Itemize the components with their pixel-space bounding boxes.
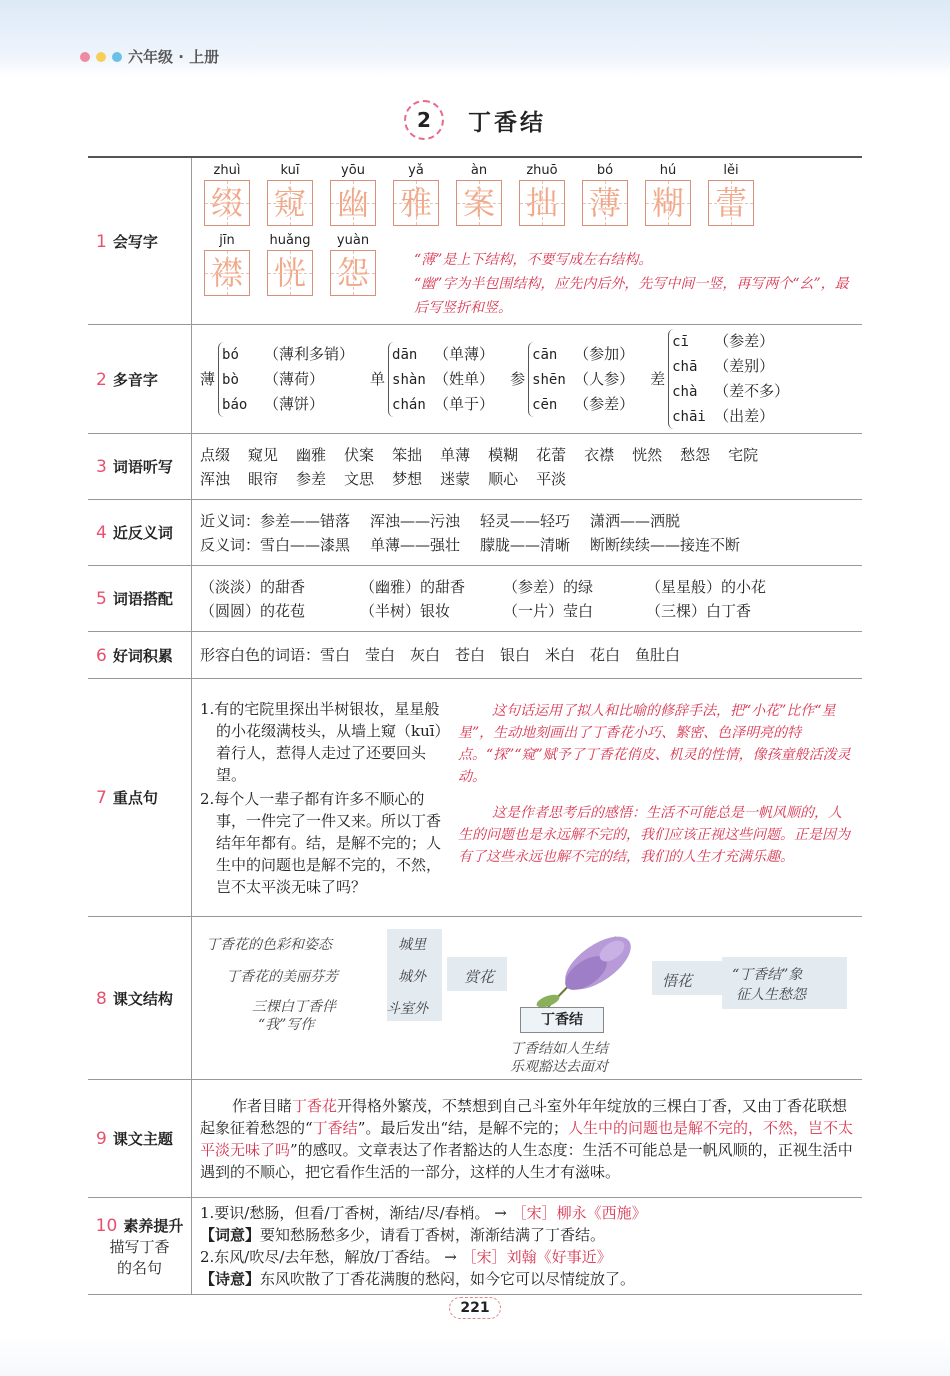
reading: chāi <box>672 409 706 425</box>
char-box: 怨 <box>330 250 376 296</box>
char-cell <box>202 232 252 320</box>
dictation-word: 恍然 <box>632 445 663 464</box>
section-7 <box>88 679 862 917</box>
reading: cān <box>532 346 558 363</box>
char-box: 蕾 <box>708 180 754 226</box>
bottom-band <box>0 1336 950 1376</box>
pinyin: yōu <box>341 163 365 178</box>
example-word: （薄饼） <box>264 394 325 413</box>
example-word: （姓单） <box>434 369 495 388</box>
example-word: （差别） <box>714 357 775 375</box>
polyphone-group <box>370 342 494 417</box>
example-word: （参加） <box>574 344 635 363</box>
collocation: （淡淡）的甜香 <box>200 577 306 596</box>
writing-notes <box>414 248 854 320</box>
pinyin: zhuì <box>213 163 241 178</box>
left-item-2: 丁香花的美丽芬芳 <box>226 969 338 985</box>
left-item-3b: “我”写作 <box>258 1017 315 1033</box>
word-pair: 浑浊——污浊 <box>370 511 461 530</box>
section-content <box>192 1198 863 1295</box>
key-sentence-2 <box>200 788 854 898</box>
reading-line <box>222 392 354 417</box>
char-cell <box>202 162 252 226</box>
section-label: 1 会写字 <box>88 157 192 325</box>
lesson-title: 丁香结 <box>468 109 546 136</box>
reading-line <box>222 367 354 392</box>
char-row-2 <box>200 232 410 320</box>
note-bo: “薄”是上下结构，不要写成左右结构。 <box>414 252 653 268</box>
char-cell <box>580 162 630 226</box>
char-cell <box>328 232 378 320</box>
section-6 <box>88 632 862 679</box>
dictation-word: 花蕾 <box>536 445 567 464</box>
char-box: 幽 <box>330 180 376 226</box>
dictation-word: 单薄 <box>440 445 471 464</box>
reading-line <box>392 367 494 392</box>
reading: chā <box>672 359 698 375</box>
pinyin: huǎng <box>269 233 311 248</box>
char-box: 缀 <box>204 180 250 226</box>
good-words: 形容白色的词语：雪白 莹白 灰白 苍白 银白 米白 花白 鱼肚白 <box>200 646 681 664</box>
pinyin: yǎ <box>408 163 424 178</box>
reading: bò <box>222 371 239 388</box>
char-cell <box>391 162 441 226</box>
mid-item-3: 斗室外 <box>386 1001 428 1017</box>
study-table <box>88 156 862 1295</box>
section-label: 4 近反义词 <box>88 500 192 566</box>
polyphone-group <box>650 329 789 429</box>
synonyms-line <box>200 509 854 533</box>
pinyin: lěi <box>723 163 739 178</box>
collocation: （星星般）的小花 <box>646 577 767 596</box>
pinyin: kuī <box>280 163 300 178</box>
dot-icon <box>96 52 106 62</box>
page-number: 221 <box>0 1297 950 1319</box>
pinyin: yuàn <box>336 233 370 248</box>
reading: dān <box>392 346 418 363</box>
reading-line <box>392 392 494 417</box>
char-box: 窥 <box>267 180 313 226</box>
dictation-line-2 <box>200 467 854 491</box>
char-cell <box>454 162 504 226</box>
collocation: （一片）莹白 <box>503 601 594 620</box>
section-content <box>192 566 863 632</box>
section-content <box>192 434 863 500</box>
collocation: （圆圆）的花苞 <box>200 601 306 620</box>
section-9 <box>88 1080 862 1198</box>
dictation-word: 梦想 <box>392 469 423 488</box>
lesson-title-bar <box>0 100 950 140</box>
section-3 <box>88 434 862 500</box>
dictation-word: 文思 <box>344 469 375 488</box>
char-cell <box>328 162 378 226</box>
famous-meaning-2: 【诗意】东风吹散了丁香花满腹的愁闷，如今它可以尽情绽放了。 <box>200 1270 636 1288</box>
char-cell <box>265 232 315 320</box>
polyphone-groups <box>200 329 854 429</box>
dictation-word: 平淡 <box>536 469 567 488</box>
famous-meaning-1: 【词意】要知愁肠愁多少，请看丁香树，渐渐结满了丁香结。 <box>200 1226 606 1244</box>
shang-hua: 赏花 <box>464 968 495 986</box>
example-word: （出差） <box>714 407 775 425</box>
left-item-3a: 三棵白丁香伴 <box>252 999 336 1015</box>
polyphone-group <box>200 342 354 417</box>
pinyin: bó <box>596 163 614 178</box>
famous-line-2: 2.东风/吹尽/去年愁，解放/丁香结。 → ［宋］刘翰《好事近》 <box>200 1248 612 1266</box>
reading: cēn <box>532 396 558 413</box>
example-word: （薄利多销） <box>264 344 355 363</box>
char-cell <box>643 162 693 226</box>
section-content <box>192 679 863 917</box>
section-content <box>192 1080 863 1198</box>
dictation-word: 眼帘 <box>248 469 279 488</box>
dictation-word: 点缀 <box>200 445 231 464</box>
reading: chà <box>672 384 698 400</box>
section-label: 6 好词积累 <box>88 632 192 679</box>
reading-line <box>392 342 494 367</box>
reading-line <box>532 367 634 392</box>
reading: bó <box>222 346 239 363</box>
pinyin: jīn <box>219 233 235 248</box>
reading: shàn <box>392 371 426 388</box>
dot-icon <box>80 52 90 62</box>
sentence-2-note: 这是作者思考后的感悟：生活不可能总是一帆风顺的，人生的问题也是永远解不完的，我们应该正视这些问题。正是因为有了这些永远也解不完的结，我们的人生才充满乐趣。 <box>458 804 850 865</box>
sentence-1-note: 这句话运用了拟人和比喻的修辞手法，把“小花”比作“星星”，生动地刻画出了丁香花小巧、繁密、色泽明亮的特点。“探”“窥”赋予了丁香花俏皮、机灵的性情，像孩童般活泼灵动。 <box>458 702 851 785</box>
polyphone-char: 单 <box>370 370 386 388</box>
word-pair: 单薄——强壮 <box>370 535 461 554</box>
section-2 <box>88 325 862 434</box>
reading-line <box>532 342 634 367</box>
sentence-1: 1.有的宅院里探出半树银妆，星星般的小花缀满枝头，从墙上窥（kuī）着行人，惹得人走过了还要回头望。 <box>200 699 450 784</box>
right-item-1: “丁香结”象 <box>732 967 803 983</box>
polyphone-group <box>510 342 634 417</box>
section-label: 5 词语搭配 <box>88 566 192 632</box>
example-word: （单于） <box>434 394 495 413</box>
section-4 <box>88 500 862 566</box>
section-8 <box>88 917 862 1080</box>
lesson-number: 2 <box>404 100 444 140</box>
section-content <box>192 500 863 566</box>
char-box: 薄 <box>582 180 628 226</box>
brace <box>388 342 494 417</box>
example-word: （薄荷） <box>264 369 325 388</box>
word-pair: 近义词：参差——错落 <box>200 511 351 530</box>
reading: chán <box>392 396 426 413</box>
example-word: （人参） <box>574 369 635 388</box>
section-content <box>192 157 863 325</box>
brace <box>218 342 354 417</box>
char-box: 拙 <box>519 180 565 226</box>
example-word: （差不多） <box>714 382 790 400</box>
char-box: 案 <box>456 180 502 226</box>
reading-line <box>672 354 789 379</box>
key-sentence-1 <box>200 698 854 788</box>
pinyin: àn <box>470 163 488 178</box>
left-item-1: 丁香花的色彩和姿态 <box>206 937 332 953</box>
collocation: （三棵）白丁香 <box>646 601 752 620</box>
collocation: （半树）银妆 <box>360 601 451 620</box>
structure-diagram <box>192 917 862 1079</box>
section-label: 3 词语听写 <box>88 434 192 500</box>
word-pair: 朦胧——清晰 <box>480 535 571 554</box>
bottom-item-1: 丁香结如人生结 <box>510 1041 608 1057</box>
dictation-line-1 <box>200 443 854 467</box>
dictation-word: 迷蒙 <box>440 469 471 488</box>
dot-icon <box>112 52 122 62</box>
grade-header <box>80 46 219 67</box>
mid-item-1: 城里 <box>398 937 426 953</box>
word-pair: 轻灵——轻巧 <box>480 511 571 530</box>
char-box: 恍 <box>267 250 313 296</box>
dictation-word: 模糊 <box>488 445 519 464</box>
note-you: “幽”字为半包围结构，应先内后外，先写中间一竖，再写两个“幺”，最后写竖折和竖。 <box>414 276 849 316</box>
theme-paragraph: 作者目睹丁香花开得格外繁茂，不禁想到自己斗室外年年绽放的三棵白丁香，又由丁香花联想起象征着愁怨的“丁香结”。最后发出“结，是解不完的；人生中的问题也是解不完的，不然，岂不太平淡无味了吗”的感叹。文章表达了作者豁达的人生态度：生活不可能总是一帆风顺的，正视生活中遇到的不顺心，把它看作生活的一部分，这样的人生才有滋味。 <box>200 1096 854 1181</box>
char-box: 雅 <box>393 180 439 226</box>
lilac-flower-icon <box>528 925 638 1015</box>
section-10 <box>88 1198 862 1295</box>
pinyin: zhuō <box>526 163 558 178</box>
polyphone-char: 薄 <box>200 370 216 388</box>
section-label: 8 课文结构 <box>88 917 192 1080</box>
dictation-word: 宅院 <box>728 445 759 464</box>
dictation-word: 幽雅 <box>296 445 327 464</box>
reading-line <box>672 404 789 429</box>
dictation-word: 笨拙 <box>392 445 423 464</box>
dictation-word: 窥见 <box>248 445 279 464</box>
pinyin: hú <box>659 163 677 178</box>
bottom-item-2: 乐观豁达去面对 <box>510 1059 608 1075</box>
antonyms-line <box>200 533 854 557</box>
section-content <box>192 632 863 679</box>
dictation-word: 顺心 <box>488 469 519 488</box>
sentence-2: 2.每个人一辈子都有许多不顺心的事，一件完了一件又来。所以丁香结年年都有。结，是解不完的；人生中的问题也是解不完的，不然，岂不太平淡无味了吗？ <box>200 789 442 896</box>
section-label: 9 课文主题 <box>88 1080 192 1198</box>
dictation-word: 浑浊 <box>200 469 231 488</box>
right-item-2: 征人生愁怨 <box>736 987 806 1003</box>
reading-line <box>672 379 789 404</box>
char-row-1 <box>200 162 854 226</box>
dictation-word: 衣襟 <box>584 445 615 464</box>
section-label: 7 重点句 <box>88 679 192 917</box>
section-content <box>192 325 863 434</box>
wu-hua: 悟花 <box>662 972 693 990</box>
polyphone-char: 参 <box>510 370 526 388</box>
polyphone-char: 差 <box>650 370 666 388</box>
example-word: （参差） <box>574 394 635 413</box>
char-box: 襟 <box>204 250 250 296</box>
collocation: （参差）的绿 <box>503 577 594 596</box>
grade-text: 六年级 · 上册 <box>128 48 220 66</box>
reading-line <box>672 329 789 354</box>
reading: cī <box>672 334 689 350</box>
dictation-word: 愁怨 <box>680 445 711 464</box>
reading: shēn <box>532 371 566 388</box>
section-5 <box>88 566 862 632</box>
word-pair: 断断续续——接连不断 <box>590 535 741 554</box>
reading-line <box>532 392 634 417</box>
famous-line-1: 1.要识/愁肠，但看/丁香树，渐结/尽/春梢。 → ［宋］柳永《西施》 <box>200 1204 647 1222</box>
reading-line <box>222 342 354 367</box>
section-content <box>192 917 863 1080</box>
char-cell <box>265 162 315 226</box>
char-box: 糊 <box>645 180 691 226</box>
reading: báo <box>222 396 248 413</box>
word-pair: 潇洒——洒脱 <box>590 511 681 530</box>
mid-item-2: 城外 <box>398 969 426 985</box>
dictation-word: 参差 <box>296 469 327 488</box>
collocation-grid <box>200 575 854 623</box>
section-1 <box>88 157 862 325</box>
brace <box>528 342 634 417</box>
brace <box>668 329 789 429</box>
section-label: 10 素养提升 描写丁香 的名句 <box>88 1198 192 1295</box>
char-cell <box>517 162 567 226</box>
example-word: （参差） <box>714 332 775 350</box>
example-word: （单薄） <box>434 344 495 363</box>
char-cell <box>706 162 756 226</box>
section-label: 2 多音字 <box>88 325 192 434</box>
dictation-word: 伏案 <box>344 445 375 464</box>
center-box: 丁香结 <box>520 1007 604 1033</box>
collocation: （幽雅）的甜香 <box>360 577 466 596</box>
word-pair: 反义词：雪白——漆黑 <box>200 535 351 554</box>
